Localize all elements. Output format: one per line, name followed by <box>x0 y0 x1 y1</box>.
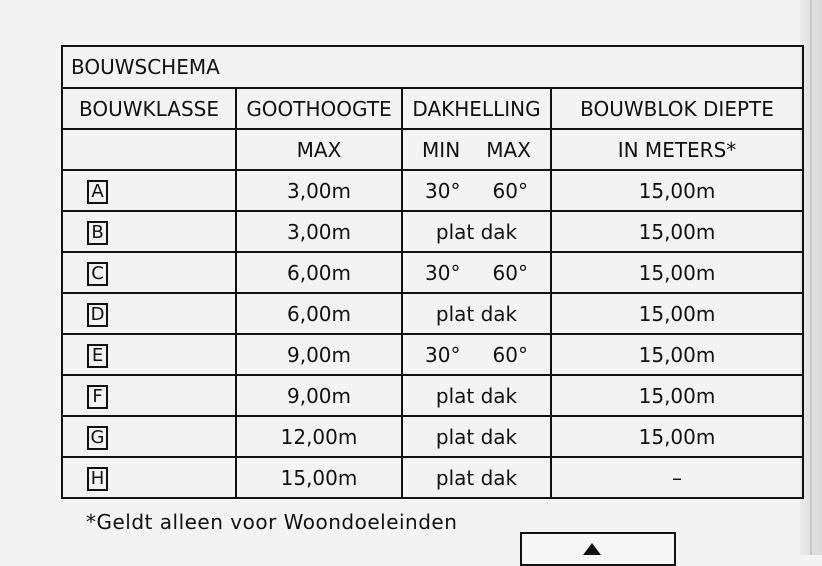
klasse-letter: B <box>87 221 108 245</box>
table-row <box>62 457 803 498</box>
klasse-letter: H <box>87 467 108 491</box>
diepte-cell: 15,00m <box>551 252 803 293</box>
dakhelling-max: 60° <box>492 178 528 203</box>
dakhelling-min: 30° <box>425 260 461 285</box>
header-dakhelling: DAKHELLING <box>402 88 551 129</box>
klasse-letter: A <box>87 180 108 204</box>
diepte-cell: 15,00m <box>551 211 803 252</box>
dakhelling-plat: plat dak <box>435 424 518 449</box>
diepte-cell: 15,00m <box>551 293 803 334</box>
subheader-row <box>62 129 803 170</box>
bouwschema-table <box>61 45 804 499</box>
dakhelling-cell <box>402 457 551 498</box>
dakhelling-max: 60° <box>492 260 528 285</box>
dakhelling-min: 30° <box>425 342 461 367</box>
dakhelling-cell <box>402 170 551 211</box>
subheader-max: MAX <box>236 129 402 170</box>
header-goothoogte: GOOTHOOGTE <box>236 88 402 129</box>
goothoogte-cell: 6,00m <box>236 293 402 334</box>
klasse-cell <box>62 375 236 416</box>
dakhelling-cell <box>402 293 551 334</box>
table-row <box>62 211 803 252</box>
dakhelling-cell <box>402 252 551 293</box>
diepte-cell: 15,00m <box>551 416 803 457</box>
dakhelling-max: 60° <box>492 342 528 367</box>
subheader-in-meters: IN METERS* <box>551 129 803 170</box>
subheader-max-angle: MAX <box>486 137 531 162</box>
klasse-cell <box>62 170 236 211</box>
subheader-min-max <box>402 129 551 170</box>
table-row <box>62 334 803 375</box>
header-row <box>62 88 803 129</box>
table-row <box>62 375 803 416</box>
klasse-letter: F <box>87 385 108 409</box>
table-title: BOUWSCHEMA <box>62 46 803 88</box>
goothoogte-cell: 3,00m <box>236 170 402 211</box>
table-row <box>62 293 803 334</box>
klasse-letter: G <box>87 426 108 450</box>
klasse-cell <box>62 252 236 293</box>
diepte-cell: 15,00m <box>551 375 803 416</box>
diepte-cell: 15,00m <box>551 170 803 211</box>
dakhelling-cell <box>402 416 551 457</box>
goothoogte-cell: 12,00m <box>236 416 402 457</box>
paper-crease <box>810 0 812 555</box>
subheader-min: MIN <box>422 137 461 162</box>
klasse-cell <box>62 457 236 498</box>
diepte-cell: 15,00m <box>551 334 803 375</box>
table-row <box>62 252 803 293</box>
dakhelling-plat: plat dak <box>435 301 518 326</box>
klasse-letter: D <box>87 303 108 327</box>
dakhelling-min: 30° <box>425 178 461 203</box>
dakhelling-cell <box>402 211 551 252</box>
goothoogte-cell: 6,00m <box>236 252 402 293</box>
klasse-cell <box>62 211 236 252</box>
klasse-cell <box>62 293 236 334</box>
table-row <box>62 416 803 457</box>
klasse-letter: E <box>87 344 108 368</box>
goothoogte-cell: 15,00m <box>236 457 402 498</box>
header-bouwblok-diepte: BOUWBLOK DIEPTE <box>551 88 803 129</box>
dakhelling-plat: plat dak <box>435 383 518 408</box>
triangle-icon <box>583 543 601 555</box>
subheader-empty <box>62 129 236 170</box>
klasse-cell <box>62 334 236 375</box>
footnote: *Geldt alleen voor Woondoeleinden <box>86 510 458 534</box>
header-bouwklasse: BOUWKLASSE <box>62 88 236 129</box>
goothoogte-cell: 3,00m <box>236 211 402 252</box>
dakhelling-plat: plat dak <box>435 465 518 490</box>
klasse-cell <box>62 416 236 457</box>
table-row <box>62 170 803 211</box>
dakhelling-cell <box>402 375 551 416</box>
klasse-letter: C <box>87 262 108 286</box>
diepte-cell: – <box>551 457 803 498</box>
title-row <box>62 46 803 88</box>
dakhelling-cell <box>402 334 551 375</box>
goothoogte-cell: 9,00m <box>236 375 402 416</box>
dakhelling-plat: plat dak <box>435 219 518 244</box>
goothoogte-cell: 9,00m <box>236 334 402 375</box>
